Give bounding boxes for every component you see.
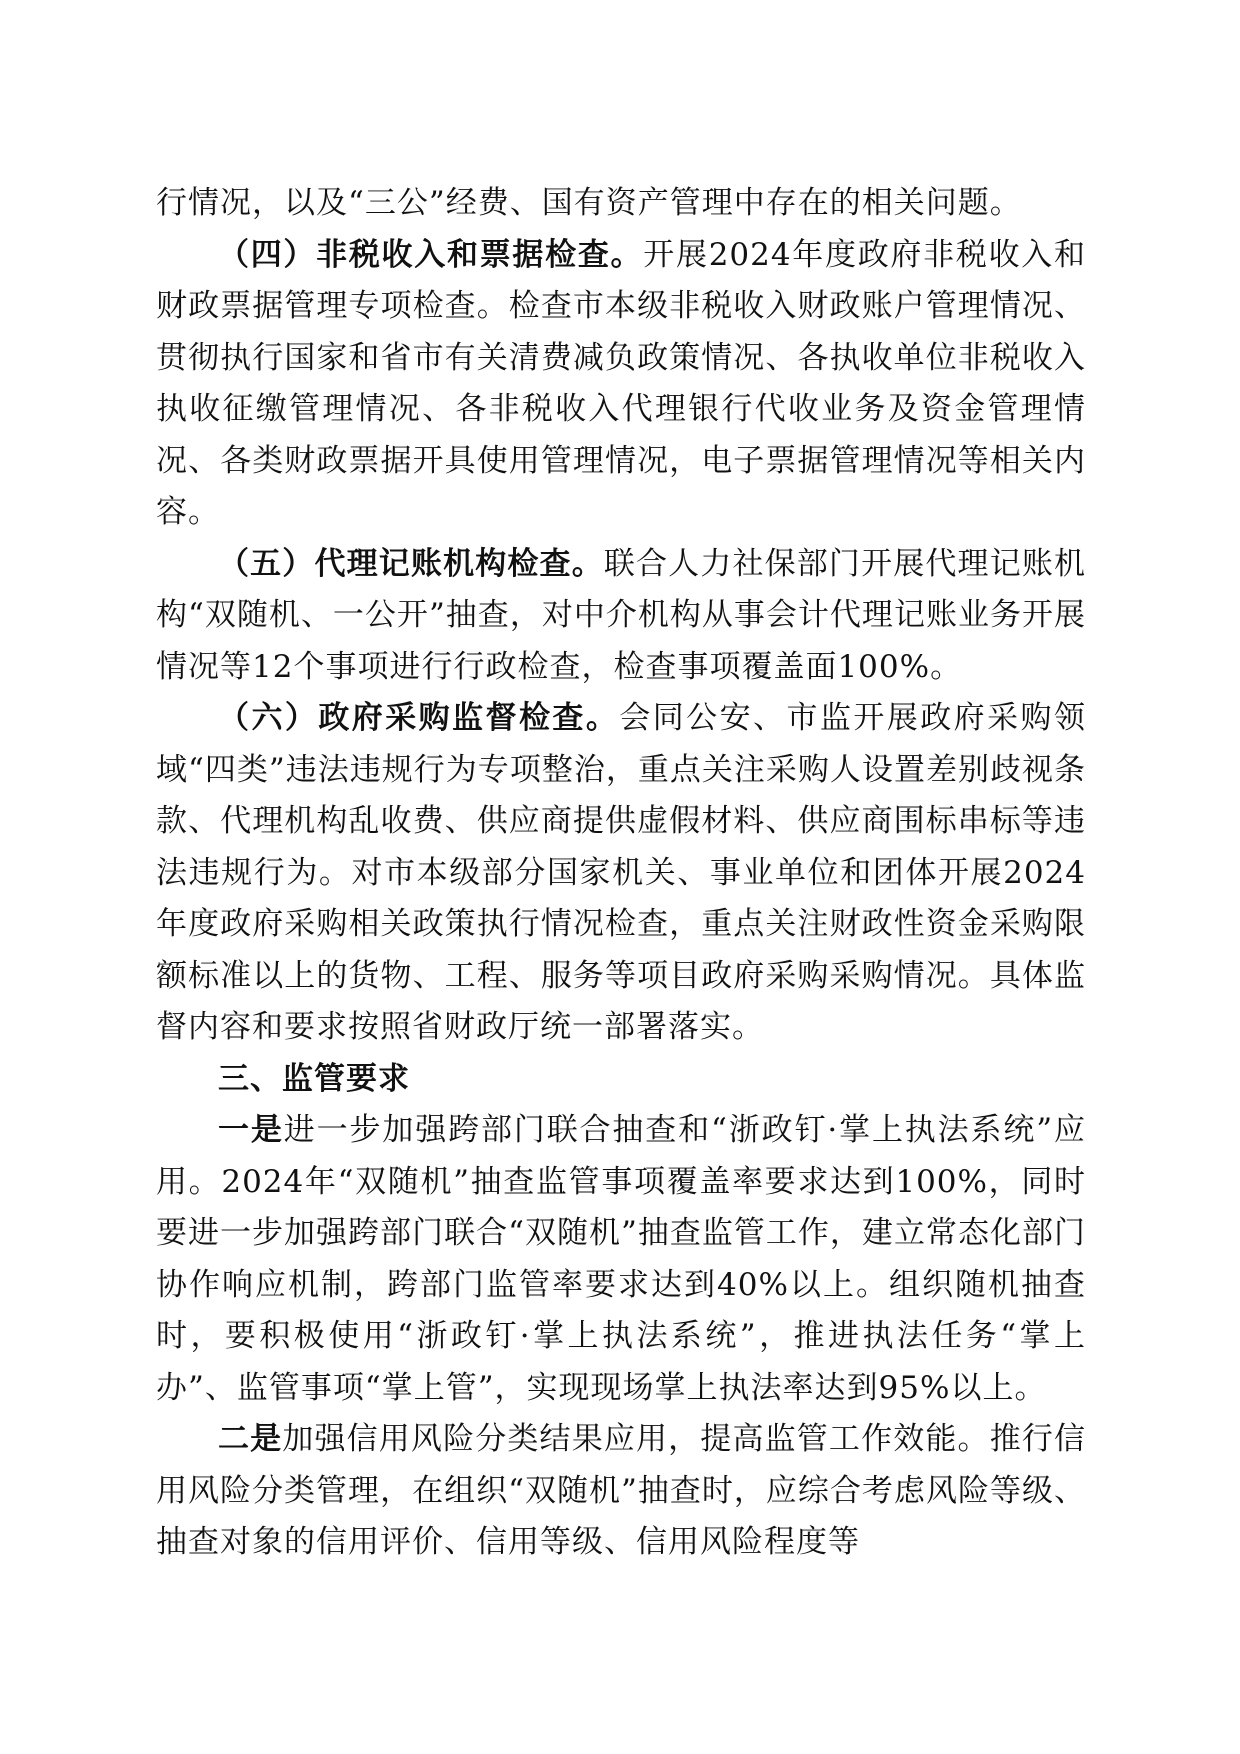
paragraph-non-tax-inspection: [156, 230, 1086, 539]
paragraph-requirement-one: [156, 1105, 1086, 1414]
paragraph-lead: （四）非税收入和票据检查。: [218, 236, 644, 273]
paragraph-bookkeeping-inspection: [156, 539, 1086, 694]
paragraph-text: 进一步加强跨部门联合抽查和“浙政钉·掌上执法系统”应用。2024年“双随机”抽查监管事项覆盖率要求达到100%，同时要进一步加强跨部门联合“双随机”抽查监管工作，建立常态化部门协作响应机制，跨部门监管率要求达到40%以上。组织随机抽查时，要积极使用“浙政钉·掌上执法系统”，推进执法任务“掌上办”、监管事项“掌上管”，实现现场掌上执法率达到95%以上。: [156, 1112, 1086, 1406]
paragraph-procurement-inspection: [156, 693, 1086, 1054]
paragraph-text: 加强信用风险分类结果应用，提高监管工作效能。推行信用风险分类管理，在组织“双随机”抽查时，应综合考虑风险等级、抽查对象的信用评价、信用等级、信用风险程度等: [156, 1421, 1087, 1560]
paragraph-lead: （五）代理记账机构检查。: [218, 545, 604, 582]
paragraph-requirement-two: [156, 1414, 1086, 1569]
paragraph-text: 会同公安、市监开展政府采购领域“四类”违法违规行为专项整治，重点关注采购人设置差别歧视条款、代理机构乱收费、供应商提供虚假材料、供应商围标串标等违法违规行为。对市本级部分国家机关、事业单位和团体开展2024年度政府采购相关政策执行情况检查，重点关注财政性资金采购限额标准以上的货物、工程、服务等项目政府采购采购情况。具体监督内容和要求按照省财政厅统一部署落实。: [156, 700, 1086, 1045]
paragraph-text: 开展2024年度政府非税收入和财政票据管理专项检查。检查市本级非税收入财政账户管理情况、贯彻执行国家和省市有关清费减负政策情况、各执收单位非税收入执收征缴管理情况、各非税收入代理银行代收业务及资金管理情况、各类财政票据开具使用管理情况，电子票据管理情况等相关内容。: [156, 236, 1086, 530]
paragraph-lead: （六）政府采购监督检查。: [218, 700, 620, 736]
paragraph-text: 行情况，以及“三公”经费、国有资产管理中存在的相关问题。: [156, 185, 1022, 221]
section-heading: 三、监管要求: [218, 1060, 410, 1097]
document-body: [156, 178, 1086, 1569]
paragraph-text: 联合人力社保部门开展代理记账机构“双随机、一公开”抽查，对中介机构从事会计代理记账业务开展情况等12个事项进行行政检查，检查事项覆盖面100%。: [156, 545, 1087, 685]
paragraph-lead: 一是: [218, 1112, 284, 1148]
paragraph-lead: 二是: [218, 1421, 283, 1457]
paragraph-continued: [156, 178, 1086, 230]
